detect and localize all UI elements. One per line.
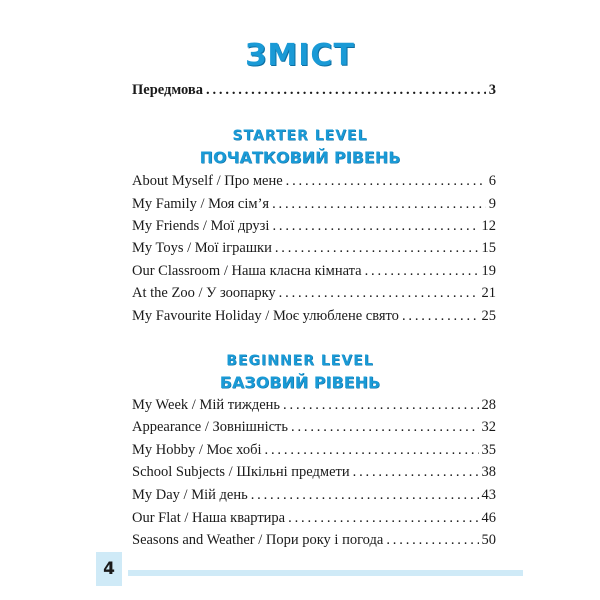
toc-label: Our Flat / Наша квартира [132, 510, 286, 526]
toc-row[interactable] [132, 487, 496, 509]
section-heading-starter [0, 126, 600, 168]
toc-row[interactable] [132, 532, 496, 554]
toc-row[interactable] [132, 419, 496, 441]
toc-page-number: 21 [481, 285, 496, 301]
leader-dots [206, 82, 486, 99]
toc-page-number: 9 [488, 196, 496, 212]
leader-dots [272, 196, 486, 213]
toc-row[interactable] [132, 442, 496, 464]
toc-label: Our Classroom / Наша класна кімната [132, 263, 362, 279]
toc-row[interactable] [132, 464, 496, 486]
toc-page-number: 3 [488, 82, 496, 98]
toc-label: Appearance / Зовнішність [132, 419, 288, 435]
section-level-ua: ПОЧАТКОВИЙ РІВЕНЬ [199, 148, 401, 167]
toc-page-number: 50 [481, 532, 496, 548]
toc-row[interactable] [132, 218, 496, 240]
toc-page-number: 32 [481, 419, 496, 435]
section-level-en: STARTER LEVEL [232, 128, 368, 144]
toc-page-number: 6 [488, 173, 496, 189]
page-title: ЗМІСТ [245, 38, 355, 73]
leader-dots [291, 419, 479, 436]
leader-dots [251, 487, 479, 504]
toc-page-number: 19 [481, 263, 496, 279]
toc-page-number: 38 [481, 464, 496, 480]
page-number-tab [96, 552, 122, 586]
toc-row[interactable] [132, 397, 496, 419]
leader-dots [275, 240, 479, 257]
toc-label: My Favourite Holiday / Моє улюблене свято [132, 308, 399, 324]
toc-label: At the Zoo / У зоопарку [132, 285, 276, 301]
toc-label: Передмова [132, 82, 204, 98]
toc-label: School Subjects / Шкільні предмети [132, 464, 350, 480]
footer-bar [128, 570, 523, 576]
toc-page-number: 25 [481, 308, 496, 324]
leader-dots [272, 218, 478, 235]
toc-row[interactable] [132, 173, 496, 195]
toc-page-number: 46 [481, 510, 496, 526]
leader-dots [283, 397, 478, 414]
toc-row[interactable] [132, 510, 496, 532]
leader-dots [353, 464, 479, 481]
leader-dots [286, 173, 486, 190]
toc-label: My Day / Мій день [132, 487, 248, 503]
toc-row-preface[interactable] [132, 82, 496, 104]
toc-page-number: 12 [481, 218, 496, 234]
toc-page-number: 43 [481, 487, 496, 503]
section-level-ua: БАЗОВИЙ РІВЕНЬ [219, 373, 381, 392]
section-level-en: BEGINNER LEVEL [226, 353, 374, 369]
toc-row[interactable] [132, 263, 496, 285]
leader-dots [402, 308, 479, 325]
toc-label: My Friends / Мої друзі [132, 218, 270, 234]
leader-dots [386, 532, 478, 549]
toc-page-number: 15 [481, 240, 496, 256]
toc-label: My Hobby / Моє хобі [132, 442, 262, 458]
toc-page-number: 35 [481, 442, 496, 458]
toc-page-number: 28 [481, 397, 496, 413]
toc-label: My Week / Мій тиждень [132, 397, 281, 413]
toc-label: Seasons and Weather / Пори року і погода [132, 532, 384, 548]
leader-dots [288, 510, 478, 527]
toc-row[interactable] [132, 308, 496, 330]
leader-dots [265, 442, 479, 459]
page-number: 4 [103, 559, 115, 579]
section-heading-beginner [0, 351, 600, 393]
toc-row[interactable] [132, 240, 496, 262]
toc-label: My Family / Моя сім’я [132, 196, 270, 212]
toc-row[interactable] [132, 196, 496, 218]
toc-label: My Toys / Мої іграшки [132, 240, 272, 256]
leader-dots [279, 285, 479, 302]
toc-label: About Myself / Про мене [132, 173, 283, 189]
toc-row[interactable] [132, 285, 496, 307]
leader-dots [365, 263, 479, 280]
